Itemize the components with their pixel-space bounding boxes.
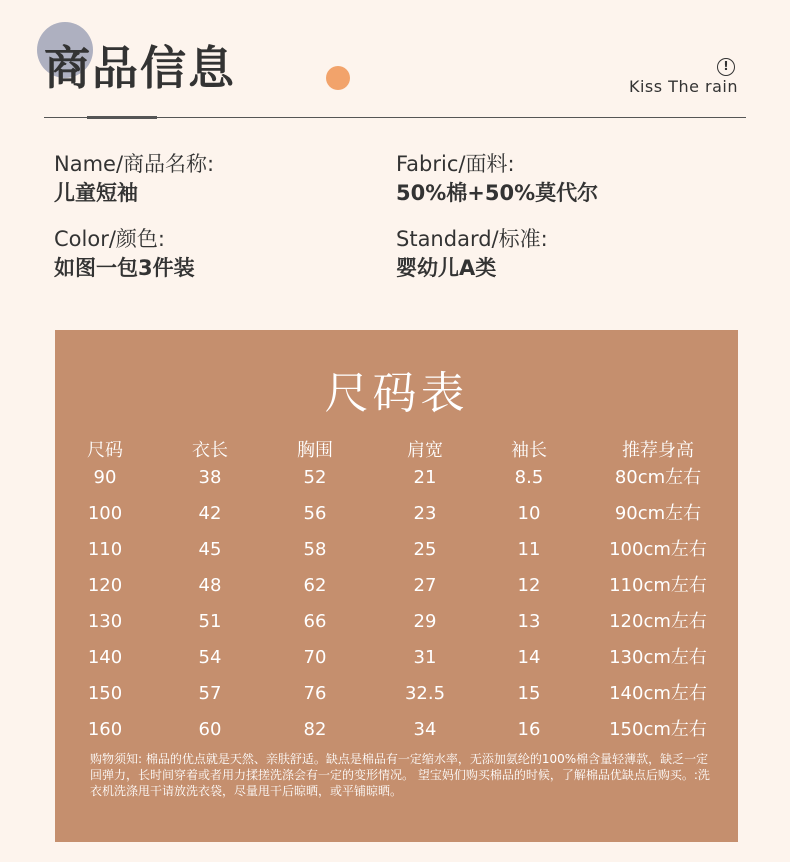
table-row (55, 571, 738, 601)
spec-name-value: 儿童短袖 (54, 181, 138, 205)
table-row (55, 679, 738, 709)
spec-standard-label: Standard/标准: (396, 227, 548, 251)
table-cell: 66 (303, 611, 327, 632)
table-cell: 27 (413, 575, 437, 596)
table-cell: 10 (517, 503, 541, 524)
table-cell: 110 (87, 539, 123, 560)
table-cell: 32.5 (404, 683, 446, 704)
table-cell: 56 (303, 503, 327, 524)
table-cell: 140 (87, 647, 123, 668)
size-chart-title: 尺码表 (324, 368, 469, 419)
table-cell: 160 (87, 719, 123, 740)
spec-fabric-label: Fabric/面料: (396, 152, 515, 176)
table-row (55, 643, 738, 673)
table-cell: 100 (87, 503, 123, 524)
table-cell: 16 (517, 719, 541, 740)
table-cell: 23 (413, 503, 437, 524)
table-cell: 8.5 (514, 467, 544, 488)
table-row (55, 535, 738, 565)
spec-color (54, 225, 195, 283)
table-cell: 60 (198, 719, 222, 740)
table-cell: 100cm左右 (609, 539, 707, 560)
table-cell: 58 (303, 539, 327, 560)
table-cell: 120cm左右 (609, 611, 707, 632)
table-header-cell: 袖长 (511, 440, 547, 461)
table-cell: 45 (198, 539, 222, 560)
table-header-cell: 衣长 (192, 440, 228, 461)
table-row (55, 499, 738, 529)
table-cell: 12 (517, 575, 541, 596)
page-title: 商品信息 (44, 41, 236, 95)
table-cell: 48 (198, 575, 222, 596)
table-row (55, 463, 738, 493)
table-cell: 34 (413, 719, 437, 740)
table-header-cell: 胸围 (297, 440, 333, 461)
info-icon: ! (717, 58, 735, 76)
spec-color-value: 如图一包3件装 (54, 256, 195, 280)
spec-name-label: Name/商品名称: (54, 152, 215, 176)
spec-fabric (396, 150, 598, 208)
brand-text: Kiss The rain (628, 77, 738, 96)
table-cell: 42 (198, 503, 222, 524)
table-cell: 90cm左右 (614, 503, 702, 524)
table-cell: 82 (303, 719, 327, 740)
table-header-cell: 尺码 (87, 440, 123, 461)
table-cell: 57 (198, 683, 222, 704)
table-cell: 31 (413, 647, 437, 668)
table-cell: 140cm左右 (609, 683, 707, 704)
spec-name (54, 150, 214, 208)
table-cell: 120 (87, 575, 123, 596)
table-header-cell: 推荐身高 (622, 440, 694, 461)
table-cell: 54 (198, 647, 222, 668)
table-cell: 38 (198, 467, 222, 488)
header-divider-accent (87, 116, 157, 119)
table-cell: 150 (87, 683, 123, 704)
table-cell: 11 (517, 539, 541, 560)
table-cell: 21 (413, 467, 437, 488)
table-cell: 14 (517, 647, 541, 668)
spec-standard-value: 婴幼儿A类 (396, 256, 497, 280)
decorative-orange-dot (326, 66, 350, 90)
table-row (55, 607, 738, 637)
table-cell: 52 (303, 467, 327, 488)
table-cell: 130 (87, 611, 123, 632)
table-cell: 62 (303, 575, 327, 596)
table-header-cell: 肩宽 (407, 440, 443, 461)
spec-fabric-value: 50%棉+50%莫代尔 (396, 181, 599, 205)
table-cell: 76 (303, 683, 327, 704)
table-cell: 70 (303, 647, 327, 668)
spec-standard (396, 225, 548, 283)
table-header-row (55, 436, 738, 466)
table-row (55, 715, 738, 745)
table-cell: 25 (413, 539, 437, 560)
table-cell: 29 (413, 611, 437, 632)
table-cell: 15 (517, 683, 541, 704)
table-cell: 90 (93, 467, 117, 488)
purchase-note: 购物须知: 棉品的优点就是天然、亲肤舒适。缺点是棉品有一定缩水率，无添加氨纶的100%棉含量轻薄款，缺乏一定回弹力，长时间穿着或者用力揉搓洗涤会有一定的变形情况。 望宝妈们购买棉品的时候，了解棉品优缺点后购买。:洗衣机洗涤甩干请放洗衣袋，尽量甩干后晾晒，或平铺晾晒。 (90, 752, 710, 798)
size-chart-panel (55, 330, 738, 842)
table-cell: 80cm左右 (614, 467, 702, 488)
spec-color-label: Color/颜色: (54, 227, 165, 251)
table-cell: 13 (517, 611, 541, 632)
table-cell: 150cm左右 (609, 719, 707, 740)
table-cell: 130cm左右 (609, 647, 707, 668)
table-cell: 51 (198, 611, 222, 632)
table-cell: 110cm左右 (609, 575, 707, 596)
